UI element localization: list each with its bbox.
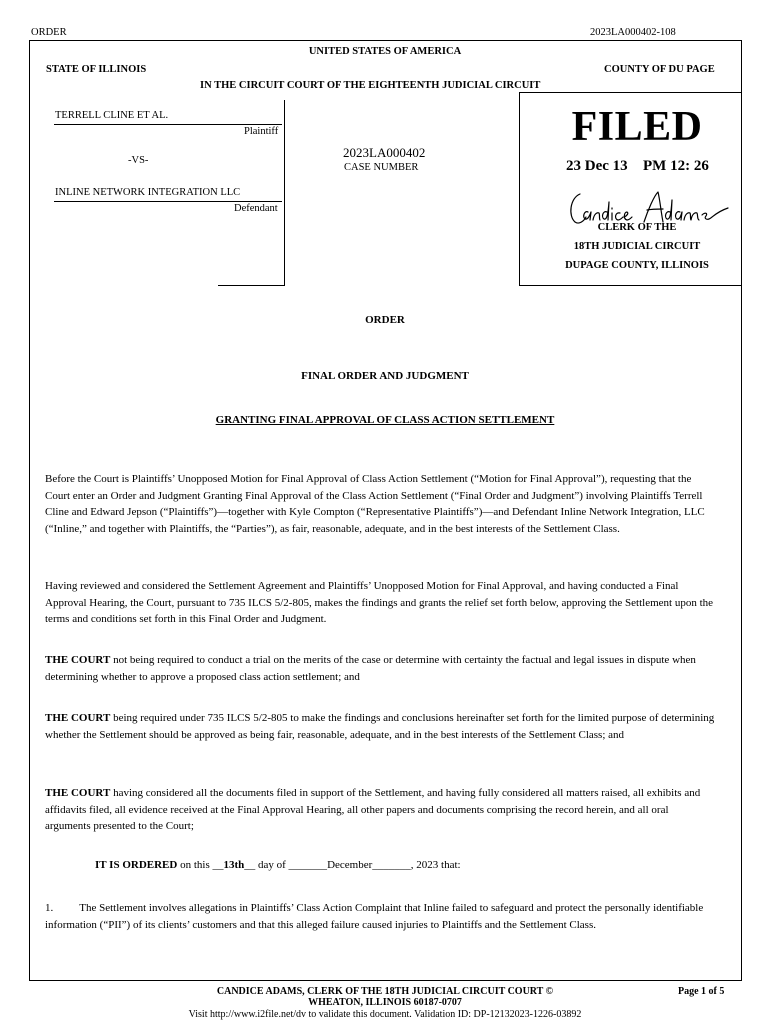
court-lead-1: THE COURT — [45, 654, 111, 666]
plaintiff-role: Plaintiff — [244, 126, 279, 137]
ordered-mid-2: __ day of _______ — [244, 859, 328, 871]
plaintiff-name: TERRELL CLINE ET AL. — [55, 110, 169, 121]
caption-bottom-line — [218, 285, 285, 286]
filed-stamp-title: FILED — [571, 104, 703, 150]
case-number-label: CASE NUMBER — [344, 162, 419, 173]
defendant-name: INLINE NETWORK INTEGRATION LLC — [55, 187, 241, 198]
final-order-title: FINAL ORDER AND JUDGMENT — [301, 370, 469, 382]
item-1-text: The Settlement involves allegations in Plaintiffs’ Class Action Complaint that Inline failed to safeguard and protect the personally identifiable information (“PII”) of its clients’ customers and that this alleged failure caused injuries to Plaintiffs and the Settlement Class. — [45, 902, 704, 931]
ordered-tail: _______, 2023 that: — [372, 859, 461, 871]
paragraph-court-trial-text: not being required to conduct a trial on the merits of the case or determine with certainty the factual and legal issues in dispute when determining whether to approve a proposed class action settlement; and — [45, 654, 696, 683]
paragraph-court-trial — [45, 652, 715, 685]
order-title: ORDER — [365, 314, 405, 326]
clerk-line-2: 18TH JUDICIAL CIRCUIT — [573, 241, 701, 252]
versus-label: -VS- — [128, 155, 149, 166]
footer-page-number: Page 1 of 5 — [678, 986, 725, 997]
clerk-line-1: CLERK OF THE — [597, 222, 677, 233]
paragraph-motion-text: Before the Court is Plaintiffs’ Unopposed Motion for Final Approval of Class Action Settlement (“Motion for Final Approval”), requesting that the Court enter an Order and Judgment Granting Final Approval of the Class Action Settlement (“Final Order and Judgment”) involving Plaintiffs Terrell Cline and Edward Jepson (“Plaintiffs”)—together with Kyle Compton (“Representative Plaintiffs”)—and Defendant Inline Network Integration, LLC (“Inline,” and together with Plaintiffs, the “Parties”), as fair, reasonable, adequate, and in the best interests of the Settlement Class. — [45, 473, 705, 535]
footer-validation-link[interactable]: Visit http://www.i2file.net/dv to validate this document. Validation ID: DP-12132023-1226-03892 — [188, 1009, 582, 1020]
header-order-label: ORDER — [31, 27, 67, 38]
header-document-id: 2023LA000402-108 — [590, 27, 676, 38]
paragraph-court-findings-text: being required under 735 ILCS 5/2-805 to make the findings and conclusions hereinafter set forth for the limited purpose of determining whether the Settlement should be approved as being fair, reasonable, adequate, and in the best interests of the Settlement Class; and — [45, 712, 715, 741]
ordered-lead: IT IS ORDERED — [95, 859, 178, 871]
ordered-month: December — [327, 859, 373, 871]
paragraph-motion — [45, 471, 715, 537]
granting-title: GRANTING FINAL APPROVAL OF CLASS ACTION SETTLEMENT — [215, 414, 555, 426]
ordered-day: 13th — [223, 859, 245, 871]
footer-address-line: WHEATON, ILLINOIS 60187-0707 — [308, 997, 462, 1008]
item-1 — [45, 900, 715, 933]
defendant-role: Defendant — [234, 203, 278, 214]
filed-date: 23 Dec 13 — [566, 158, 628, 174]
footer-clerk-line: CANDICE ADAMS, CLERK OF THE 18TH JUDICIAL CIRCUIT COURT © — [216, 986, 554, 997]
ordered-mid-1: on this __ — [177, 859, 224, 871]
paragraph-reviewed-text: Having reviewed and considered the Settlement Agreement and Plaintiffs’ Unopposed Motion for Final Approval, and having conducted a Final Approval Hearing, the Court, pursuant to 735 ILCS 5/2-805, makes the findings and grants the relief set forth below, approving the Settlement upon the terms and conditions set forth in this Final Order and Judgment. — [45, 580, 714, 625]
case-number: 2023LA000402 — [343, 145, 426, 160]
caption-country: UNITED STATES OF AMERICA — [308, 46, 462, 57]
caption-county: COUNTY OF DU PAGE — [604, 64, 715, 75]
item-1-number: 1. — [45, 902, 54, 914]
filed-time: PM 12: 26 — [643, 158, 709, 174]
paragraph-reviewed — [45, 578, 715, 628]
caption-state: STATE OF ILLINOIS — [46, 64, 147, 75]
ordered-line — [95, 859, 461, 871]
paragraph-court-considered-text: having considered all the documents filed in support of the Settlement, and having fully considered all matters raised, all exhibits and affidavits filed, all evidence received at the Final Approval Hearing, all other papers and documents comprising the record herein, and all oral arguments presented to the Court; — [45, 787, 701, 832]
page-frame-bottom — [29, 980, 741, 981]
clerk-line-3: DUPAGE COUNTY, ILLINOIS — [565, 260, 709, 271]
plaintiff-underline — [54, 124, 282, 125]
caption-court: IN THE CIRCUIT COURT OF THE EIGHTEENTH JUDICIAL CIRCUIT — [200, 80, 541, 91]
court-lead-3: THE COURT — [45, 787, 111, 799]
paragraph-court-considered — [45, 785, 715, 835]
paragraph-court-findings — [45, 710, 715, 743]
court-lead-2: THE COURT — [45, 712, 111, 724]
caption-divider — [284, 100, 285, 285]
defendant-underline — [54, 201, 282, 202]
